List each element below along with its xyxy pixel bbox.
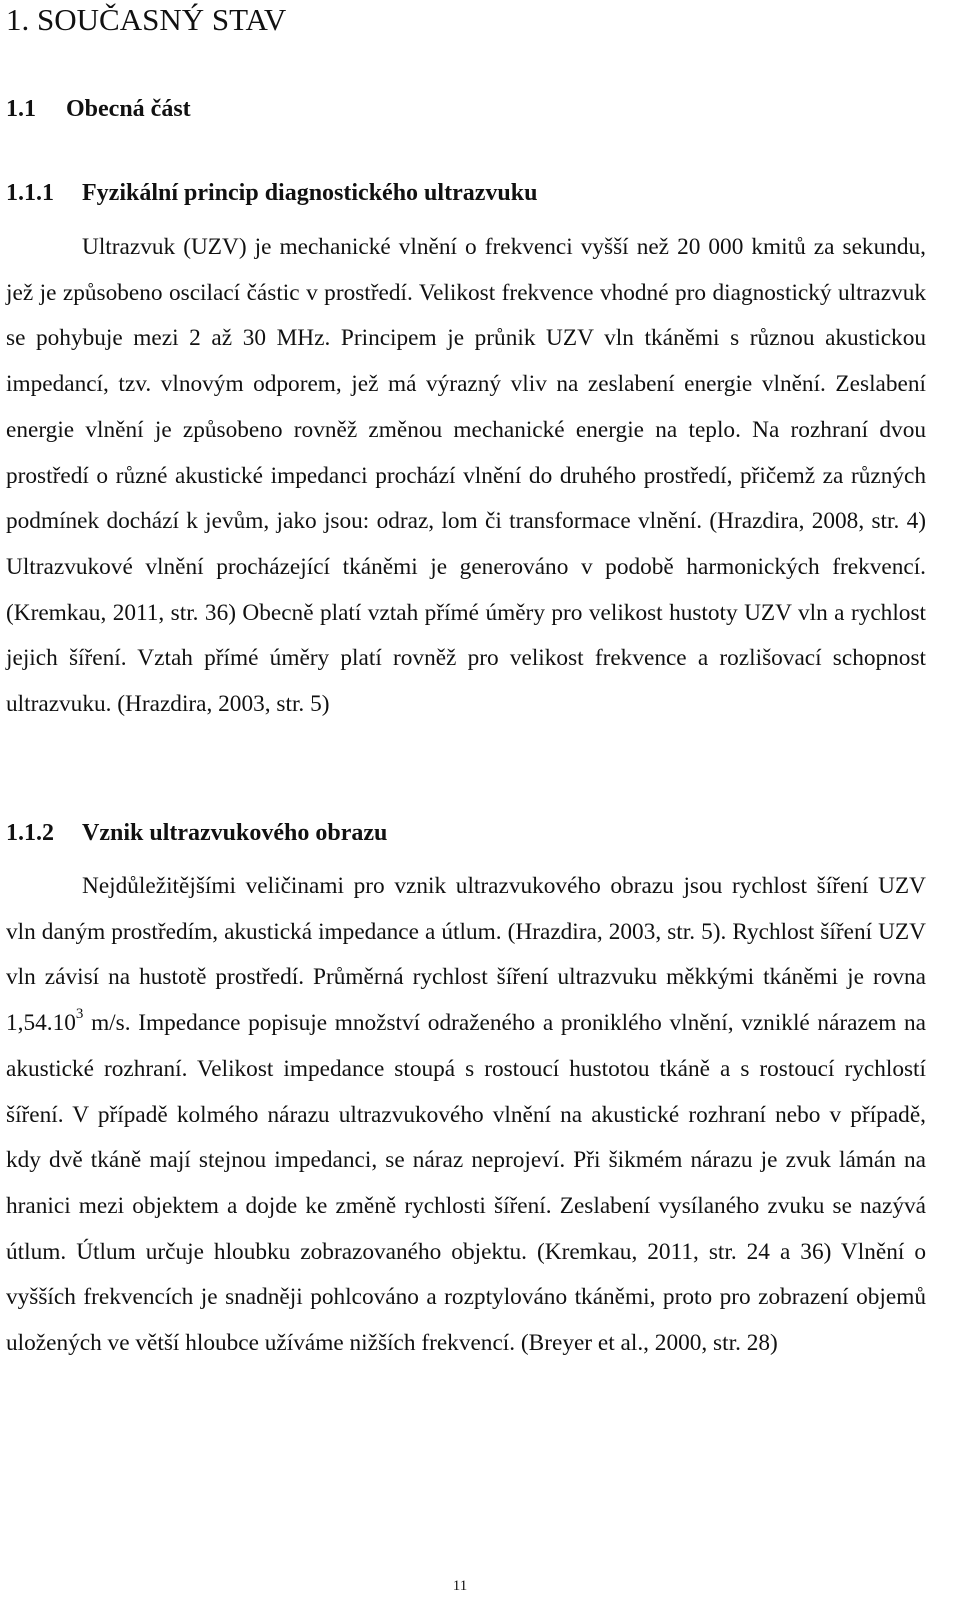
subsection-title: Fyzikální princip diagnostického ultrazvuku	[82, 180, 538, 206]
subsection-number: 1.1.1	[6, 180, 54, 206]
chapter-heading	[6, 0, 286, 40]
subsection-heading-1	[6, 176, 537, 210]
subsection-number: 1.1.2	[6, 820, 54, 846]
paragraph-1	[6, 225, 926, 728]
section-number: 1.1	[6, 96, 36, 122]
paragraph-2	[6, 864, 926, 1367]
paragraph-2-text-end: m/s. Impedance popisuje množství odraženého a proniklého vlnění, vzniklé nárazem na akustické rozhraní. Velikost impedance stoupá s rostoucí hustotou tkáně a s rostoucí rychlostí šíření. V případě kolmého nárazu ultrazvukového vlnění na akustické rozhraní nebo v případě, kdy dvě tkáně mají stejnou impedanci, se náraz neprojeví. Při šikmém nárazu je zvuk lámán na hranici mezi objektem a dojde ke změně rychlosti šíření. Zeslabení vysílaného zvuku se nazývá útlum. Útlum určuje hloubku zobrazovaného objektu. (Kremkau, 2011, str. 24 a 36) Vlnění o vyšších frekvencích je snadněji pohlcováno a rozptylováno tkáněmi, proto pro zobrazení objemů uložených ve větší hloubce užíváme nižších frekvencí. (Breyer et al., 2000, str. 28)	[6, 1010, 926, 1357]
subsection-heading-2	[6, 816, 387, 850]
paragraph-1-text: Ultrazvuk (UZV) je mechanické vlnění o frekvenci vyšší než 20 000 kmitů za sekundu, jež je způsobeno oscilací částic v prostředí. Velikost frekvence vhodné pro diagnostický ultrazvuk se pohybuje mezi 2 až 30 MHz. Principem je průnik UZV vln tkáněmi s různou akustickou impedancí, tzv. vlnovým odporem, jež má výrazný vliv na zeslabení energie vlnění. Zeslabení energie vlnění je způsobeno rovněž změnou mechanické energie na teplo. Na rozhraní dvou prostředí o různé akustické impedanci prochází vlnění do druhého prostředí, přičemž za různých podmínek dochází k jevům, jako jsou: odraz, lom či transformace vlnění. (Hrazdira, 2008, str. 4) Ultrazvukové vlnění procházející tkáněmi je generováno v podobě harmonických frekvencí. (Kremkau, 2011, str. 36) Obecně platí vztah přímé úměry pro velikost hustoty UZV vln a rychlost jejich šíření. Vztah přímé úměry platí rovněž pro velikost frekvence a rozlišovací schopnost ultrazvuku. (Hrazdira, 2003, str. 5)	[6, 234, 926, 718]
subsection-title: Vznik ultrazvukového obrazu	[82, 820, 388, 846]
section-heading	[6, 92, 191, 126]
chapter-title: SOUČASNÝ STAV	[37, 2, 287, 37]
section-title: Obecná část	[66, 96, 191, 122]
paragraph-2-text-start: Nejdůležitějšími veličinami pro vznik ultrazvukového obrazu jsou rychlost šíření UZV vln daným prostředím, akustická impedance a útlum. (Hrazdira, 2003, str. 5). Rychlost šíření UZV vln závisí na hustotě prostředí. Průměrná rychlost šíření ultrazvuku měkkými tkáněmi je rovna 1,54.10	[6, 873, 926, 1037]
superscript-exponent: 3	[75, 1006, 84, 1023]
chapter-number: 1.	[6, 2, 30, 37]
page-number: 11	[452, 1578, 468, 1594]
